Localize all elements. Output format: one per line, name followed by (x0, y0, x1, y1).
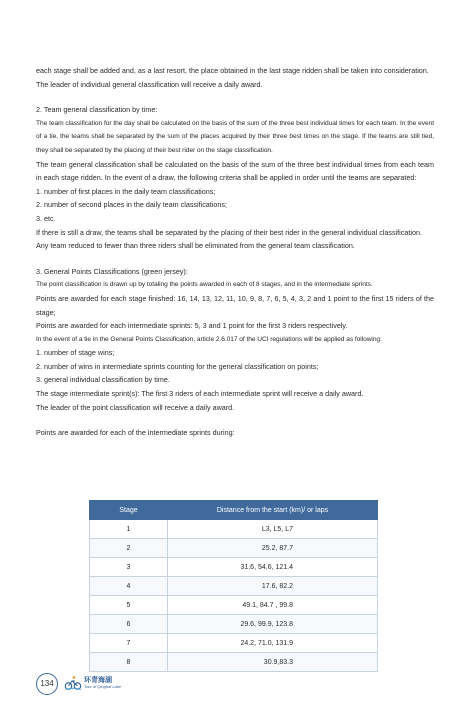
table-row (90, 634, 378, 653)
table-intro: Points are awarded for each of the intermediate sprints during: (36, 428, 235, 438)
table-header-row (90, 501, 378, 520)
stage-cell: 5 (90, 596, 168, 615)
page-body (36, 64, 434, 440)
paragraph: If there is still a draw, the teams shall be separated by the placing of their best rider in the general individual classification. (36, 227, 422, 237)
table-row (90, 596, 378, 615)
list-item: 1. number of stage wins; (36, 348, 115, 358)
stage-cell: 8 (90, 653, 168, 672)
table-row (90, 558, 378, 577)
paragraph: The team classification for the day shall be calculated on the basis of the sum of the three best individual times for each team. In the event of a tie, the teams shall be separated by the sum of the places acquired by their three best times on the stage. If the teams are still tied, they shall be separated by the placing of their best rider on the stage classification. (36, 119, 434, 154)
list-item: 1. number of first places in the daily team classifications; (36, 186, 216, 196)
list-item: 3. etc. (36, 213, 56, 223)
table-row (90, 577, 378, 596)
page-number: 134 (36, 673, 58, 695)
distance-cell: 25.2, 87.7 (168, 539, 378, 558)
stage-cell: 3 (90, 558, 168, 577)
paragraph: Any team reduced to fewer than three riders shall be eliminated from the general team classification. (36, 241, 355, 251)
distance-cell: L3, L5, L7 (168, 520, 378, 539)
distance-cell: 49.1, 84.7 , 99.8 (168, 596, 378, 615)
paragraph: The stage intermediate sprint(s): The first 3 riders of each intermediate sprint will receive a daily award. (36, 389, 364, 399)
paragraph: The team general classification shall be calculated on the basis of the sum of the three best individual times from each team in each stage ridden. In the event of a draw, the following criteria shall be applied in order until the teams are separated: (36, 159, 434, 183)
column-header-distance: Distance from the start (km)/ or laps (168, 501, 378, 520)
event-logo (64, 675, 124, 693)
table-row (90, 615, 378, 634)
paragraph: Points are awarded for each stage finished: 16, 14, 13, 12, 11, 10, 9, 8, 7, 6, 5, 4, 3, 2 and 1 point to the first 15 riders of the stage; (36, 293, 434, 317)
table-row (90, 520, 378, 539)
distance-cell: 30.9,83.3 (168, 653, 378, 672)
distance-cell: 31.6, 54.6, 121.4 (168, 558, 378, 577)
paragraph: In the event of a tie in the General Points Classification, article 2.6.017 of the UCI regulations will be applied as following: (36, 335, 382, 343)
stage-cell: 6 (90, 615, 168, 634)
stage-cell: 1 (90, 520, 168, 539)
table-row (90, 653, 378, 672)
distance-cell: 29.6, 99.9, 123.8 (168, 615, 378, 634)
distance-cell: 24.2, 71.0, 131.9 (168, 634, 378, 653)
paragraph: The point classification is drawn up by totaling the points awarded in each of 8 stages, and in the intermediate sprints. (36, 281, 373, 289)
list-item: 2. number of wins in intermediate sprints counting for the general classification on points; (36, 361, 319, 371)
spacer (36, 253, 434, 265)
spacer (36, 91, 434, 103)
stage-cell: 4 (90, 577, 168, 596)
cyclist-logo-icon (64, 675, 82, 691)
list-item: 2. number of second places in the daily team classifications; (36, 200, 227, 210)
paragraph: each stage shall be added and, as a last resort, the place obtained in the last stage ridden shall be taken into consideration. (36, 66, 429, 75)
section-heading: 2. Team general classification by time: (36, 105, 158, 115)
table-row (90, 539, 378, 558)
column-header-stage: Stage (90, 501, 168, 520)
logo-subtext: Tour of Qinghai Lake (84, 684, 121, 689)
logo-wordmark: 环青海湖 (84, 676, 112, 684)
section-heading: 3. General Points Classifications (green jersey): (36, 266, 188, 276)
stage-cell: 2 (90, 539, 168, 558)
stage-cell: 7 (90, 634, 168, 653)
list-item: 3. general individual classification by time. (36, 375, 170, 385)
intermediate-sprints-table (89, 500, 378, 672)
spacer (36, 414, 434, 426)
paragraph: The leader of the point classification will receive a daily award. (36, 402, 235, 412)
distance-cell: 17.6, 82.2 (168, 577, 378, 596)
paragraph: The leader of individual general classification will receive a daily award. (36, 79, 263, 89)
paragraph: Points are awarded for each intermediate sprints: 5, 3 and 1 point for the first 3 riders respectively. (36, 321, 348, 331)
